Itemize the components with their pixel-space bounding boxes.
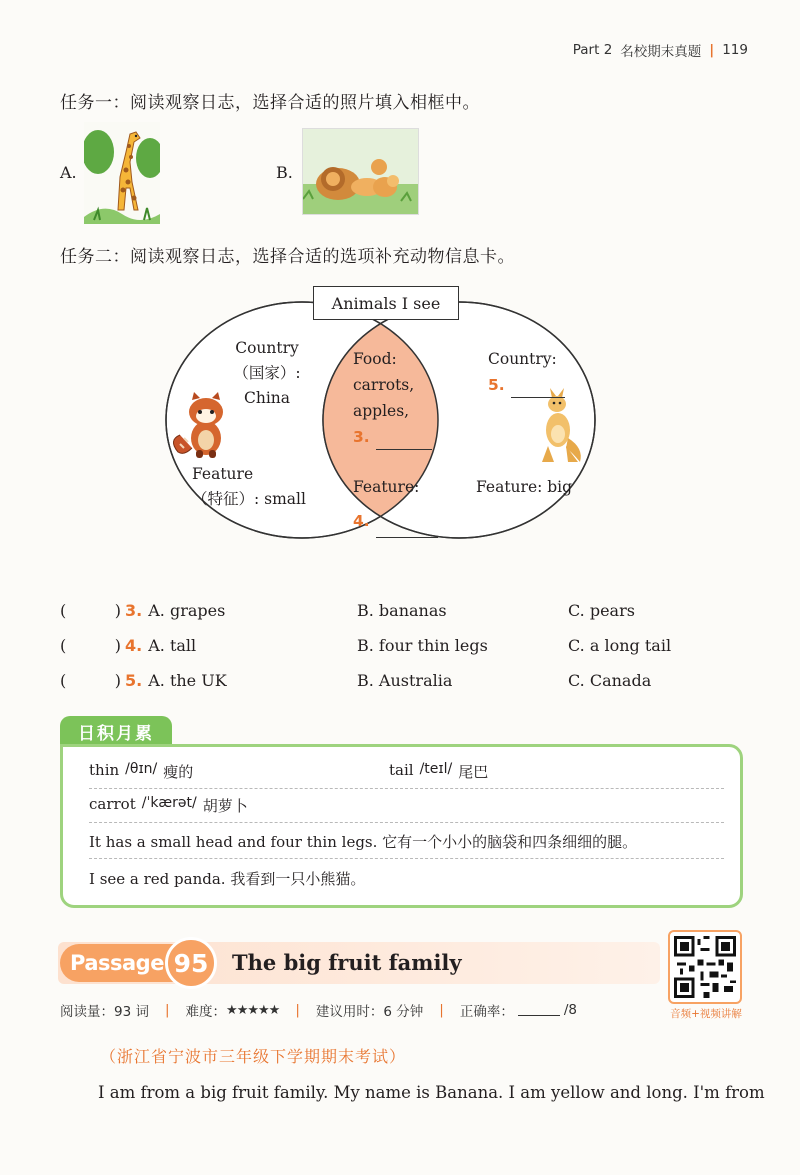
option-a[interactable]: A. the UK (148, 670, 227, 690)
left-country-cn: （国家）: (233, 364, 301, 382)
qr-code[interactable] (668, 930, 742, 1004)
left-feature-value: （特征）: small (192, 490, 306, 508)
option-b[interactable]: B. four thin legs (357, 635, 488, 655)
passage-source: （浙江省宁波市三年级下学期期末考试） (100, 1047, 407, 1066)
answer-box-5[interactable] (60, 671, 125, 690)
option-b-label: B. (276, 163, 293, 182)
reading-count: 阅读量：93 词 (60, 1004, 149, 1020)
question-number: 4. (125, 635, 143, 655)
passage-meta (60, 1000, 577, 1020)
accuracy-label: 正确率： (459, 1004, 514, 1020)
vocab-word: carrot (89, 795, 136, 813)
vocab-meaning: 胡萝卜 (202, 797, 248, 815)
option-c[interactable]: C. a long tail (568, 635, 672, 655)
food-item-2: apples, (353, 402, 410, 420)
blank-4-number: 4. (353, 512, 370, 530)
option-b[interactable]: B. bananas (357, 600, 447, 620)
option-b[interactable]: B. Australia (357, 670, 453, 690)
question-number: 5. (125, 670, 143, 690)
vocab-line-4: I see a red panda. 我看到一只小熊猫。 (89, 869, 366, 888)
question-number: 3. (125, 600, 143, 620)
passage-text: I am from a big fruit family. My name is Banana. I am yellow and long. I'm from (98, 1083, 765, 1102)
passage-title: The big fruit family (232, 950, 462, 975)
option-a[interactable]: A. tall (148, 635, 197, 655)
food-item-1: carrots, (353, 376, 415, 394)
vocab-meaning: 瘦的 (163, 763, 194, 781)
task1-title: 任务一：阅读观察日志，选择合适的照片填入相框中。 (60, 93, 480, 113)
left-country-label: Country (235, 339, 299, 357)
page-number: 119 (722, 42, 748, 58)
middle-feature-label: Feature: (353, 478, 420, 496)
paren-close: ) (114, 635, 121, 655)
accuracy-blank[interactable] (518, 1004, 560, 1016)
vocab-line-3: It has a small head and four thin legs. 它有一个小小的脑袋和四条细细的腿。 (89, 825, 724, 859)
vocab-ipa: /ˈkærət/ (141, 795, 197, 811)
answer-box-3[interactable] (60, 601, 125, 620)
vocab-word: thin (89, 761, 120, 779)
vocab-line-1 (89, 755, 724, 789)
meta-divider: | (164, 1002, 170, 1018)
suggested-time: 建议用时：6 分钟 (315, 1004, 424, 1020)
blank-3[interactable] (376, 432, 432, 450)
page-header (573, 40, 748, 60)
option-c[interactable]: C. Canada (568, 670, 652, 690)
vocab-word: tail (389, 761, 414, 779)
header-part: Part 2 (572, 42, 613, 58)
venn-middle-feature (353, 470, 438, 538)
difficulty-label: 难度： (185, 1004, 227, 1020)
venn-left-feature (192, 462, 306, 512)
giraffe-photo (84, 122, 160, 224)
vocab-meaning: 尾巴 (458, 763, 489, 781)
answer-box-4[interactable] (60, 636, 125, 655)
food-label: Food: (353, 350, 397, 368)
left-feature-label: Feature (192, 465, 254, 483)
blank-4[interactable] (376, 520, 438, 538)
right-country-label: Country: (488, 350, 557, 368)
question-3 (60, 596, 750, 624)
paren-open: ( (60, 670, 67, 690)
vocab-ipa: /θɪn/ (125, 761, 158, 777)
passage-number: 95 (165, 937, 217, 989)
lions-photo (302, 128, 419, 215)
passage-label: Passage (60, 944, 180, 982)
difficulty-stars: ★★★★★ (226, 1002, 280, 1018)
vocab-tab: 日积月累 (60, 716, 172, 746)
venn-right-country (488, 346, 565, 398)
venn-middle-food (353, 346, 432, 450)
paren-close: ) (114, 670, 121, 690)
qr-caption: 音频+视频讲解 (670, 1008, 742, 1020)
meta-divider: | (439, 1002, 444, 1018)
blank-5-number: 5. (488, 376, 505, 394)
accuracy-total: /8 (563, 1002, 577, 1018)
blank-5[interactable] (511, 380, 565, 398)
right-feature: Feature: big (476, 478, 573, 496)
question-4 (60, 631, 750, 659)
header-section: 名校期末真题 (620, 44, 702, 60)
vocab-ipa: /teɪl/ (419, 761, 453, 777)
task2-title: 任务二：阅读观察日志，选择合适的选项补充动物信息卡。 (60, 247, 515, 267)
header-divider: | (709, 42, 715, 58)
paren-open: ( (60, 600, 67, 620)
blank-3-number: 3. (353, 428, 370, 446)
paren-open: ( (60, 635, 67, 655)
option-a[interactable]: A. grapes (148, 600, 226, 620)
venn-title: Animals I see (313, 286, 459, 320)
vocab-line-2 (89, 789, 724, 823)
left-country-value: China (243, 389, 291, 407)
venn-left-country (222, 336, 312, 411)
meta-divider: | (295, 1002, 300, 1018)
vocab-box (60, 744, 743, 908)
question-5 (60, 666, 750, 694)
option-c[interactable]: C. pears (568, 600, 635, 620)
paren-close: ) (114, 600, 121, 620)
venn-diagram (160, 280, 610, 574)
option-a-label: A. (60, 163, 77, 182)
